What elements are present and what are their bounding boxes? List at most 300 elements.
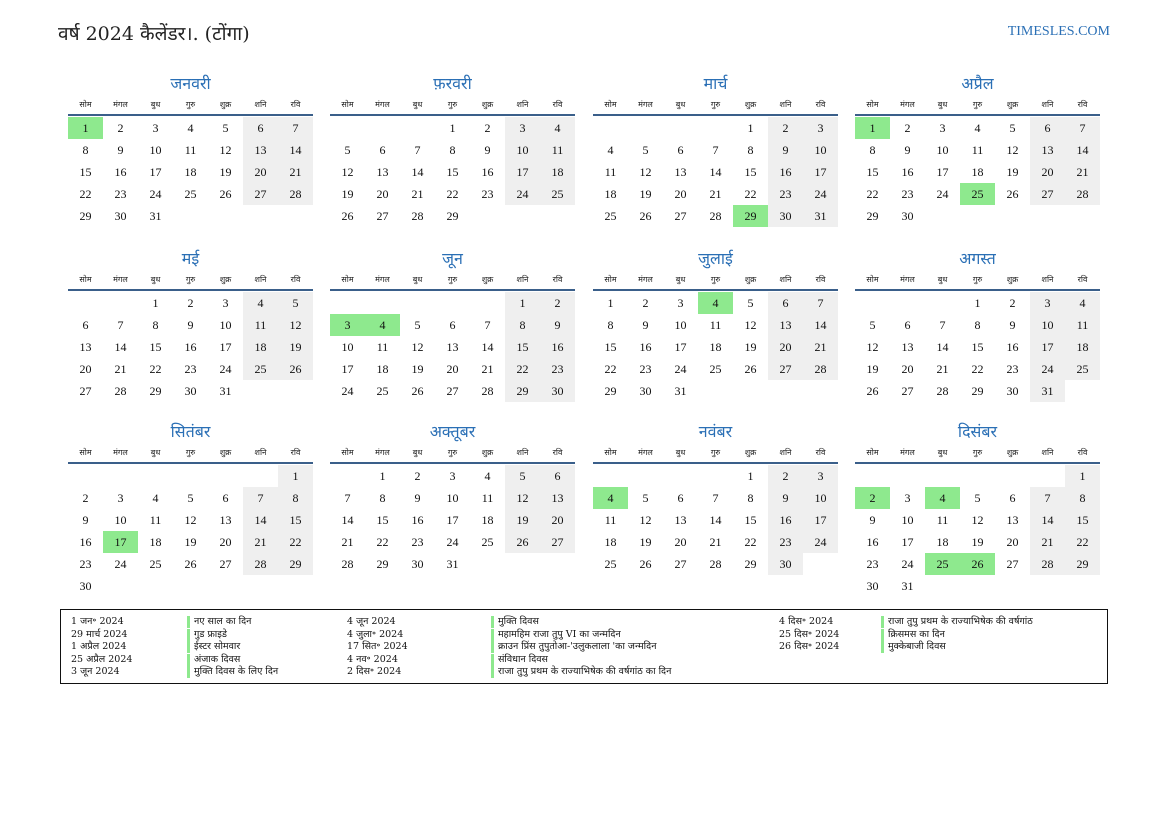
day-cell[interactable]: 1 [449, 121, 456, 135]
day-cell[interactable]: 13 [243, 139, 278, 161]
day-cell[interactable]: 18 [376, 362, 389, 376]
day-cell[interactable]: 25 [184, 187, 197, 201]
day-cell[interactable]: 16 [411, 513, 424, 527]
day-cell[interactable]: 5 [414, 318, 421, 332]
day-cell[interactable]: 3 [803, 117, 838, 139]
day-cell[interactable]: 29 [278, 553, 313, 575]
day-cell[interactable]: 16 [79, 535, 92, 549]
day-cell[interactable]: 6 [222, 491, 229, 505]
day-cell[interactable]: 4 [243, 292, 278, 314]
day-cell[interactable]: 1 [974, 296, 981, 310]
day-cell[interactable]: 23 [481, 187, 494, 201]
day-cell[interactable]: 25 [481, 535, 494, 549]
day-cell[interactable]: 28 [243, 553, 278, 575]
day-cell[interactable]: 7 [243, 487, 278, 509]
day-cell[interactable]: 20 [1006, 535, 1019, 549]
day-cell[interactable]: 13 [446, 340, 459, 354]
day-cell[interactable]: 8 [747, 143, 754, 157]
day-cell[interactable]: 28 [114, 384, 127, 398]
day-cell[interactable]: 2 [117, 121, 124, 135]
day-cell[interactable]: 5 [869, 318, 876, 332]
day-cell[interactable]: 15 [149, 340, 162, 354]
day-cell[interactable]: 22 [1065, 531, 1100, 553]
day-cell[interactable]: 26 [866, 384, 879, 398]
day-cell[interactable]: 8 [82, 143, 89, 157]
day-cell[interactable]: 8 [1065, 487, 1100, 509]
day-cell[interactable]: 27 [768, 358, 803, 380]
day-cell[interactable]: 3 [505, 117, 540, 139]
day-cell[interactable]: 28 [1030, 553, 1065, 575]
day-cell[interactable]: 27 [901, 384, 914, 398]
day-cell[interactable]: 13 [1030, 139, 1065, 161]
day-cell[interactable]: 30 [114, 209, 127, 223]
day-cell[interactable]: 6 [1009, 491, 1016, 505]
day-cell[interactable]: 19 [278, 336, 313, 358]
day-cell[interactable]: 9 [768, 139, 803, 161]
day-cell[interactable]: 26 [341, 209, 354, 223]
day-cell[interactable]: 9 [642, 318, 649, 332]
day-cell[interactable]: 24 [1030, 358, 1065, 380]
day-cell[interactable]: 14 [1030, 509, 1065, 531]
day-cell[interactable]: 6 [379, 143, 386, 157]
day-cell[interactable]: 19 [744, 340, 757, 354]
day-cell[interactable]: 21 [243, 531, 278, 553]
day-cell[interactable]: 7 [344, 491, 351, 505]
day-cell[interactable]: 1 [379, 469, 386, 483]
day-cell[interactable]: 20 [446, 362, 459, 376]
day-cell[interactable]: 20 [768, 336, 803, 358]
day-cell[interactable]: 9 [187, 318, 194, 332]
day-cell[interactable]: 21 [709, 535, 722, 549]
day-cell[interactable]: 2 [768, 465, 803, 487]
day-cell[interactable]: 17 [446, 513, 459, 527]
day-cell[interactable]: 25 [709, 362, 722, 376]
day-cell[interactable]: 8 [379, 491, 386, 505]
day-cell[interactable]: 20 [376, 187, 389, 201]
day-cell[interactable]: 16 [114, 165, 127, 179]
day-cell[interactable]: 6 [1030, 117, 1065, 139]
day-cell[interactable]: 13 [540, 487, 575, 509]
day-cell[interactable]: 28 [803, 358, 838, 380]
day-cell[interactable]: 27 [376, 209, 389, 223]
day-cell[interactable]: 15 [744, 165, 757, 179]
day-cell[interactable]: 10 [149, 143, 162, 157]
day-cell[interactable]: 1 [505, 292, 540, 314]
day-cell[interactable]: 3 [677, 296, 684, 310]
day-cell[interactable]: 10 [341, 340, 354, 354]
day-cell[interactable]: 25 [604, 557, 617, 571]
day-cell[interactable]: 5 [278, 292, 313, 314]
day-cell[interactable]: 13 [674, 165, 687, 179]
day-cell[interactable]: 8 [869, 143, 876, 157]
day-cell[interactable]: 12 [1006, 143, 1019, 157]
day-cell[interactable]: 13 [79, 340, 92, 354]
day-cell[interactable]: 5 [1009, 121, 1016, 135]
day-cell[interactable]: 3 [117, 491, 124, 505]
day-cell[interactable]: 28 [936, 384, 949, 398]
day-cell[interactable]: 3 [1030, 292, 1065, 314]
day-cell[interactable]: 22 [744, 535, 757, 549]
day-cell[interactable]: 19 [184, 535, 197, 549]
day-cell[interactable]: 10 [803, 139, 838, 161]
day-cell[interactable]: 3 [152, 121, 159, 135]
day-cell[interactable]: 7 [1065, 117, 1100, 139]
day-cell[interactable]: 29 [866, 209, 879, 223]
day-cell[interactable]: 23 [639, 362, 652, 376]
day-cell[interactable]: 27 [1006, 557, 1019, 571]
day-cell[interactable]: 17 [803, 161, 838, 183]
day-cell[interactable]: 28 [278, 183, 313, 205]
day-cell[interactable]: 19 [505, 509, 540, 531]
day-cell[interactable]: 15 [971, 340, 984, 354]
day-cell[interactable]: 23 [79, 557, 92, 571]
day-cell[interactable]: 5 [642, 491, 649, 505]
day-cell[interactable]: 24 [114, 557, 127, 571]
day-cell[interactable]: 18 [243, 336, 278, 358]
day-cell[interactable]: 15 [79, 165, 92, 179]
day-cell[interactable]: 4 [540, 117, 575, 139]
day-cell[interactable]: 9 [540, 314, 575, 336]
holiday-day[interactable]: 25 [960, 183, 995, 205]
day-cell[interactable]: 28 [709, 557, 722, 571]
day-cell[interactable]: 12 [219, 143, 232, 157]
day-cell[interactable]: 27 [674, 209, 687, 223]
day-cell[interactable]: 18 [936, 535, 949, 549]
day-cell[interactable]: 30 [768, 205, 803, 227]
day-cell[interactable]: 6 [677, 143, 684, 157]
day-cell[interactable]: 29 [505, 380, 540, 402]
day-cell[interactable]: 2 [642, 296, 649, 310]
day-cell[interactable]: 21 [1065, 161, 1100, 183]
day-cell[interactable]: 19 [971, 535, 984, 549]
day-cell[interactable]: 31 [446, 557, 459, 571]
day-cell[interactable]: 13 [376, 165, 389, 179]
day-cell[interactable]: 26 [744, 362, 757, 376]
day-cell[interactable]: 15 [1065, 509, 1100, 531]
day-cell[interactable]: 18 [149, 535, 162, 549]
day-cell[interactable]: 7 [712, 491, 719, 505]
day-cell[interactable]: 6 [243, 117, 278, 139]
day-cell[interactable]: 6 [82, 318, 89, 332]
day-cell[interactable]: 11 [971, 143, 984, 157]
day-cell[interactable]: 13 [1006, 513, 1019, 527]
day-cell[interactable]: 19 [639, 535, 652, 549]
day-cell[interactable]: 8 [974, 318, 981, 332]
day-cell[interactable]: 30 [184, 384, 197, 398]
day-cell[interactable]: 16 [1006, 340, 1019, 354]
day-cell[interactable]: 20 [219, 535, 232, 549]
day-cell[interactable]: 15 [376, 513, 389, 527]
day-cell[interactable]: 28 [341, 557, 354, 571]
day-cell[interactable]: 14 [481, 340, 494, 354]
day-cell[interactable]: 20 [79, 362, 92, 376]
day-cell[interactable]: 10 [219, 318, 232, 332]
day-cell[interactable]: 21 [709, 187, 722, 201]
day-cell[interactable]: 31 [149, 209, 162, 223]
day-cell[interactable]: 16 [768, 161, 803, 183]
day-cell[interactable]: 6 [677, 491, 684, 505]
day-cell[interactable]: 8 [449, 143, 456, 157]
day-cell[interactable]: 8 [278, 487, 313, 509]
day-cell[interactable]: 23 [768, 183, 803, 205]
day-cell[interactable]: 26 [278, 358, 313, 380]
day-cell[interactable]: 1 [747, 469, 754, 483]
day-cell[interactable]: 27 [540, 531, 575, 553]
day-cell[interactable]: 25 [376, 384, 389, 398]
day-cell[interactable]: 15 [744, 513, 757, 527]
day-cell[interactable]: 13 [901, 340, 914, 354]
holiday-day[interactable]: 1 [855, 117, 890, 139]
day-cell[interactable]: 30 [411, 557, 424, 571]
day-cell[interactable]: 9 [1009, 318, 1016, 332]
day-cell[interactable]: 25 [1065, 358, 1100, 380]
day-cell[interactable]: 16 [768, 509, 803, 531]
day-cell[interactable]: 4 [187, 121, 194, 135]
day-cell[interactable]: 15 [278, 509, 313, 531]
day-cell[interactable]: 14 [936, 340, 949, 354]
day-cell[interactable]: 2 [768, 117, 803, 139]
day-cell[interactable]: 9 [768, 487, 803, 509]
day-cell[interactable]: 21 [114, 362, 127, 376]
day-cell[interactable]: 28 [411, 209, 424, 223]
day-cell[interactable]: 18 [709, 340, 722, 354]
day-cell[interactable]: 5 [974, 491, 981, 505]
day-cell[interactable]: 10 [505, 139, 540, 161]
day-cell[interactable]: 1 [607, 296, 614, 310]
day-cell[interactable]: 22 [604, 362, 617, 376]
day-cell[interactable]: 6 [449, 318, 456, 332]
holiday-day[interactable]: 29 [733, 205, 768, 227]
day-cell[interactable]: 18 [971, 165, 984, 179]
day-cell[interactable]: 7 [117, 318, 124, 332]
day-cell[interactable]: 24 [803, 531, 838, 553]
day-cell[interactable]: 11 [709, 318, 722, 332]
day-cell[interactable]: 26 [639, 557, 652, 571]
day-cell[interactable]: 24 [446, 535, 459, 549]
day-cell[interactable]: 17 [901, 535, 914, 549]
day-cell[interactable]: 18 [1065, 336, 1100, 358]
day-cell[interactable]: 27 [79, 384, 92, 398]
day-cell[interactable]: 2 [540, 292, 575, 314]
day-cell[interactable]: 23 [866, 557, 879, 571]
day-cell[interactable]: 24 [901, 557, 914, 571]
day-cell[interactable]: 21 [341, 535, 354, 549]
day-cell[interactable]: 14 [341, 513, 354, 527]
day-cell[interactable]: 18 [604, 535, 617, 549]
day-cell[interactable]: 16 [184, 340, 197, 354]
day-cell[interactable]: 11 [481, 491, 494, 505]
day-cell[interactable]: 14 [709, 165, 722, 179]
day-cell[interactable]: 24 [149, 187, 162, 201]
day-cell[interactable]: 7 [1030, 487, 1065, 509]
day-cell[interactable]: 22 [505, 358, 540, 380]
day-cell[interactable]: 30 [639, 384, 652, 398]
holiday-day[interactable]: 17 [103, 531, 138, 553]
holiday-day[interactable]: 4 [925, 487, 960, 509]
day-cell[interactable]: 29 [744, 557, 757, 571]
day-cell[interactable]: 30 [1006, 384, 1019, 398]
day-cell[interactable]: 31 [219, 384, 232, 398]
day-cell[interactable]: 14 [411, 165, 424, 179]
day-cell[interactable]: 6 [904, 318, 911, 332]
holiday-day[interactable]: 26 [960, 553, 995, 575]
day-cell[interactable]: 11 [604, 513, 617, 527]
day-cell[interactable]: 7 [484, 318, 491, 332]
day-cell[interactable]: 12 [639, 165, 652, 179]
day-cell[interactable]: 17 [803, 509, 838, 531]
day-cell[interactable]: 29 [376, 557, 389, 571]
day-cell[interactable]: 8 [747, 491, 754, 505]
day-cell[interactable]: 17 [505, 161, 540, 183]
day-cell[interactable]: 14 [114, 340, 127, 354]
day-cell[interactable]: 4 [974, 121, 981, 135]
day-cell[interactable]: 16 [901, 165, 914, 179]
day-cell[interactable]: 26 [411, 384, 424, 398]
day-cell[interactable]: 11 [184, 143, 197, 157]
day-cell[interactable]: 21 [278, 161, 313, 183]
day-cell[interactable]: 2 [904, 121, 911, 135]
day-cell[interactable]: 30 [79, 579, 92, 593]
day-cell[interactable]: 16 [540, 336, 575, 358]
day-cell[interactable]: 19 [866, 362, 879, 376]
day-cell[interactable]: 22 [744, 187, 757, 201]
day-cell[interactable]: 23 [901, 187, 914, 201]
day-cell[interactable]: 17 [674, 340, 687, 354]
day-cell[interactable]: 31 [901, 579, 914, 593]
day-cell[interactable]: 17 [149, 165, 162, 179]
day-cell[interactable]: 9 [904, 143, 911, 157]
day-cell[interactable]: 4 [484, 469, 491, 483]
day-cell[interactable]: 13 [219, 513, 232, 527]
day-cell[interactable]: 26 [219, 187, 232, 201]
day-cell[interactable]: 29 [149, 384, 162, 398]
day-cell[interactable]: 8 [505, 314, 540, 336]
day-cell[interactable]: 19 [639, 187, 652, 201]
day-cell[interactable]: 28 [481, 384, 494, 398]
day-cell[interactable]: 19 [411, 362, 424, 376]
day-cell[interactable]: 5 [747, 296, 754, 310]
day-cell[interactable]: 18 [540, 161, 575, 183]
day-cell[interactable]: 22 [446, 187, 459, 201]
day-cell[interactable]: 11 [149, 513, 162, 527]
day-cell[interactable]: 3 [222, 296, 229, 310]
day-cell[interactable]: 11 [540, 139, 575, 161]
day-cell[interactable]: 17 [1030, 336, 1065, 358]
day-cell[interactable]: 21 [411, 187, 424, 201]
day-cell[interactable]: 29 [971, 384, 984, 398]
day-cell[interactable]: 3 [803, 465, 838, 487]
day-cell[interactable]: 15 [446, 165, 459, 179]
day-cell[interactable]: 29 [79, 209, 92, 223]
day-cell[interactable]: 7 [414, 143, 421, 157]
day-cell[interactable]: 27 [674, 557, 687, 571]
day-cell[interactable]: 5 [187, 491, 194, 505]
day-cell[interactable]: 12 [744, 318, 757, 332]
day-cell[interactable]: 26 [184, 557, 197, 571]
day-cell[interactable]: 27 [219, 557, 232, 571]
day-cell[interactable]: 3 [449, 469, 456, 483]
day-cell[interactable]: 12 [184, 513, 197, 527]
day-cell[interactable]: 22 [376, 535, 389, 549]
day-cell[interactable]: 12 [278, 314, 313, 336]
day-cell[interactable]: 24 [219, 362, 232, 376]
day-cell[interactable]: 25 [540, 183, 575, 205]
day-cell[interactable]: 3 [939, 121, 946, 135]
day-cell[interactable]: 15 [866, 165, 879, 179]
day-cell[interactable]: 22 [79, 187, 92, 201]
day-cell[interactable]: 3 [904, 491, 911, 505]
day-cell[interactable]: 14 [709, 513, 722, 527]
day-cell[interactable]: 5 [222, 121, 229, 135]
day-cell[interactable]: 30 [866, 579, 879, 593]
day-cell[interactable]: 10 [936, 143, 949, 157]
day-cell[interactable]: 23 [114, 187, 127, 201]
day-cell[interactable]: 30 [901, 209, 914, 223]
holiday-day[interactable]: 25 [925, 553, 960, 575]
day-cell[interactable]: 19 [341, 187, 354, 201]
day-cell[interactable]: 20 [901, 362, 914, 376]
day-cell[interactable]: 24 [674, 362, 687, 376]
holiday-day[interactable]: 2 [855, 487, 890, 509]
day-cell[interactable]: 17 [219, 340, 232, 354]
day-cell[interactable]: 22 [278, 531, 313, 553]
day-cell[interactable]: 10 [674, 318, 687, 332]
day-cell[interactable]: 7 [278, 117, 313, 139]
day-cell[interactable]: 22 [149, 362, 162, 376]
holiday-day[interactable]: 4 [593, 487, 628, 509]
day-cell[interactable]: 23 [768, 531, 803, 553]
day-cell[interactable]: 9 [484, 143, 491, 157]
day-cell[interactable]: 9 [414, 491, 421, 505]
day-cell[interactable]: 25 [149, 557, 162, 571]
day-cell[interactable]: 25 [604, 209, 617, 223]
site-link[interactable]: TIMESLES.COM [1007, 24, 1110, 39]
day-cell[interactable]: 13 [674, 513, 687, 527]
day-cell[interactable]: 1 [1065, 465, 1100, 487]
day-cell[interactable]: 7 [939, 318, 946, 332]
day-cell[interactable]: 10 [114, 513, 127, 527]
day-cell[interactable]: 21 [936, 362, 949, 376]
day-cell[interactable]: 2 [484, 121, 491, 135]
day-cell[interactable]: 2 [82, 491, 89, 505]
day-cell[interactable]: 23 [540, 358, 575, 380]
day-cell[interactable]: 4 [1065, 292, 1100, 314]
day-cell[interactable]: 22 [866, 187, 879, 201]
day-cell[interactable]: 2 [1009, 296, 1016, 310]
day-cell[interactable]: 23 [411, 535, 424, 549]
day-cell[interactable]: 11 [376, 340, 389, 354]
day-cell[interactable]: 7 [803, 292, 838, 314]
day-cell[interactable]: 10 [803, 487, 838, 509]
day-cell[interactable]: 6 [540, 465, 575, 487]
holiday-day[interactable]: 3 [330, 314, 365, 336]
day-cell[interactable]: 7 [712, 143, 719, 157]
day-cell[interactable]: 29 [446, 209, 459, 223]
day-cell[interactable]: 1 [747, 121, 754, 135]
day-cell[interactable]: 23 [184, 362, 197, 376]
day-cell[interactable]: 26 [1006, 187, 1019, 201]
day-cell[interactable]: 19 [1006, 165, 1019, 179]
day-cell[interactable]: 15 [604, 340, 617, 354]
day-cell[interactable]: 27 [1030, 183, 1065, 205]
day-cell[interactable]: 4 [152, 491, 159, 505]
day-cell[interactable]: 27 [446, 384, 459, 398]
day-cell[interactable]: 9 [869, 513, 876, 527]
day-cell[interactable]: 6 [768, 292, 803, 314]
holiday-day[interactable]: 4 [365, 314, 400, 336]
day-cell[interactable]: 21 [803, 336, 838, 358]
day-cell[interactable]: 31 [674, 384, 687, 398]
